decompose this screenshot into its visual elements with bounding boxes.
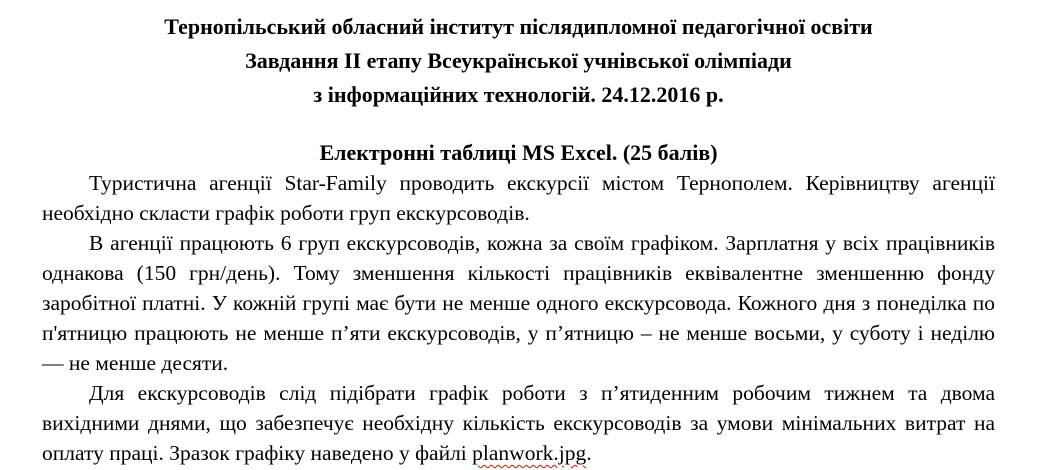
- title-line-olympiad: Завдання II етапу Всеукраїнської учнівської олімпіади: [245, 48, 792, 73]
- paragraph-agency-intro: Туристична агенції Star-Family проводить екскурсії містом Тернополем. Керівництву агенції необхідно скласти графік роботи груп екскурсоводів.: [42, 171, 995, 225]
- paragraph-task: [42, 378, 995, 468]
- blank-line: [42, 112, 995, 138]
- document-header: [42, 10, 995, 112]
- sentence-period: .: [586, 441, 592, 465]
- paragraph-task-text: Для екскурсоводів слід підібрати графік роботи з п’ятиденним робочим тижнем та двома вихідними днями, що забезпечує необхідну кількість екскурсоводів за умови мінімальних витрат на оплату праці. Зразок графіку наведено у файлі: [42, 381, 995, 465]
- section-title: Електронні таблиці MS Excel. (25 балів): [319, 140, 718, 165]
- paragraph-work-conditions: В агенції працюють 6 груп екскурсоводів, кожна за своїм графіком. Зарплатня у всіх працівників однакова (150 грн/день). Тому зменшення кількості працівників еквівалентне зменшенню фонду заробітної платні. У кожній групі має бути не менше одного екскурсовода. Кожного дня з понеділка по п'ятницю працюють не менше п’яти екскурсоводів, у п’ятницю – не менше восьми, у суботу і неділю — не менше десяти.: [42, 231, 995, 375]
- title-line-subject-date: з інформаційних технологій. 24.12.2016 р.: [313, 82, 724, 107]
- title-line-institute: Тернопільський обласний інститут післядипломної педагогічної освіти: [164, 14, 873, 39]
- misspelled-filename: planwork.jpg: [472, 441, 587, 465]
